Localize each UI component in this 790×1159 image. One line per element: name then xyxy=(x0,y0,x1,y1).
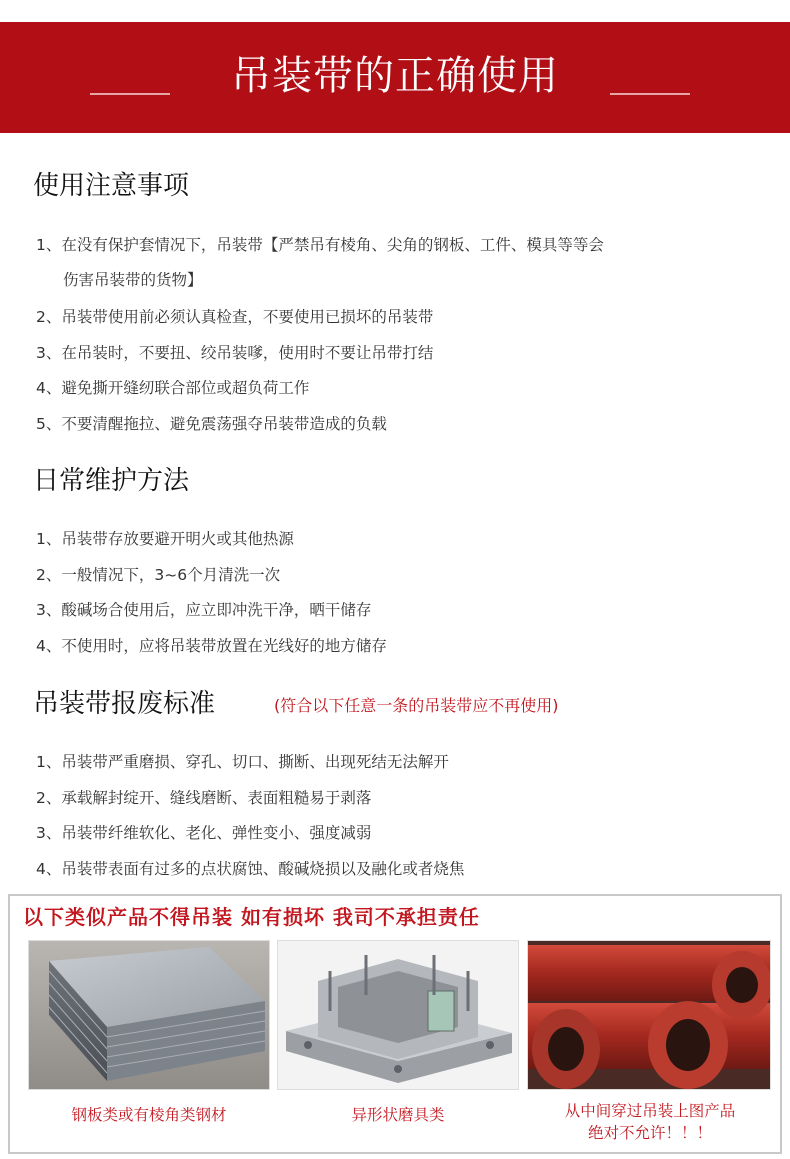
section-title-usage: 使用注意事项 xyxy=(33,171,190,201)
caption-pipes: 从中间穿过吊装上图产品 xyxy=(564,1102,736,1120)
header-banner xyxy=(0,22,790,133)
list-item: 1、吊装带严重磨损、穿孔、切口、撕断、出现死结无法解开 xyxy=(36,753,449,771)
list-item: 3、在吊装时，不要扭、绞吊装嗲，使用时不要让吊带打结 xyxy=(36,344,434,362)
steel-plates-image xyxy=(28,940,270,1090)
section-note-scrap: (符合以下任意一条的吊装带应不再使用) xyxy=(274,696,559,715)
page-title: 吊装带的正确使用 xyxy=(231,53,559,99)
list-item: 2、承载解封绽开、缝线磨断、表面粗糙易于剥落 xyxy=(36,789,372,807)
caption-steel: 钢板类或有棱角类钢材 xyxy=(71,1106,227,1124)
list-item: 3、酸碱场合使用后，应立即冲洗干净，晒干储存 xyxy=(36,601,372,619)
section-title-scrap: 吊装带报废标准 xyxy=(33,689,216,719)
list-item: 4、不使用时，应将吊装带放置在光线好的地方储存 xyxy=(36,637,387,655)
mould-image xyxy=(277,940,519,1090)
caption-mould: 异形状磨具类 xyxy=(351,1106,445,1124)
section-title-maintenance: 日常维护方法 xyxy=(33,466,190,496)
warning-box xyxy=(8,894,782,1154)
list-item: 2、吊装带使用前必须认真检查，不要使用已损坏的吊装带 xyxy=(36,308,434,326)
red-pipes-image xyxy=(527,940,771,1090)
list-item: 1、吊装带存放要避开明火或其他热源 xyxy=(36,530,294,548)
warning-title: 以下类似产品不得吊装 如有损坏 我司不承担责任 xyxy=(23,905,480,929)
list-item: 5、不要清醒拖拉、避免震荡强夺吊装带造成的负载 xyxy=(36,415,387,433)
caption-pipes-warning: 绝对不允许！！！ xyxy=(587,1124,712,1142)
banner-divider-right xyxy=(610,93,690,95)
list-item: 2、一般情况下，3~6个月清洗一次 xyxy=(36,566,281,584)
list-item: 1、在没有保护套情况下，吊装带【严禁吊有棱角、尖角的钢板、工件、模具等等会 xyxy=(36,236,604,254)
list-item: 伤害吊装带的货物】 xyxy=(63,271,203,289)
list-item: 4、吊装带表面有过多的点状腐蚀、酸碱烧损以及融化或者烧焦 xyxy=(36,860,465,878)
list-item: 3、吊装带纤维软化、老化、弹性变小、强度减弱 xyxy=(36,824,372,842)
list-item: 4、避免撕开缝纫联合部位或超负荷工作 xyxy=(36,379,310,397)
